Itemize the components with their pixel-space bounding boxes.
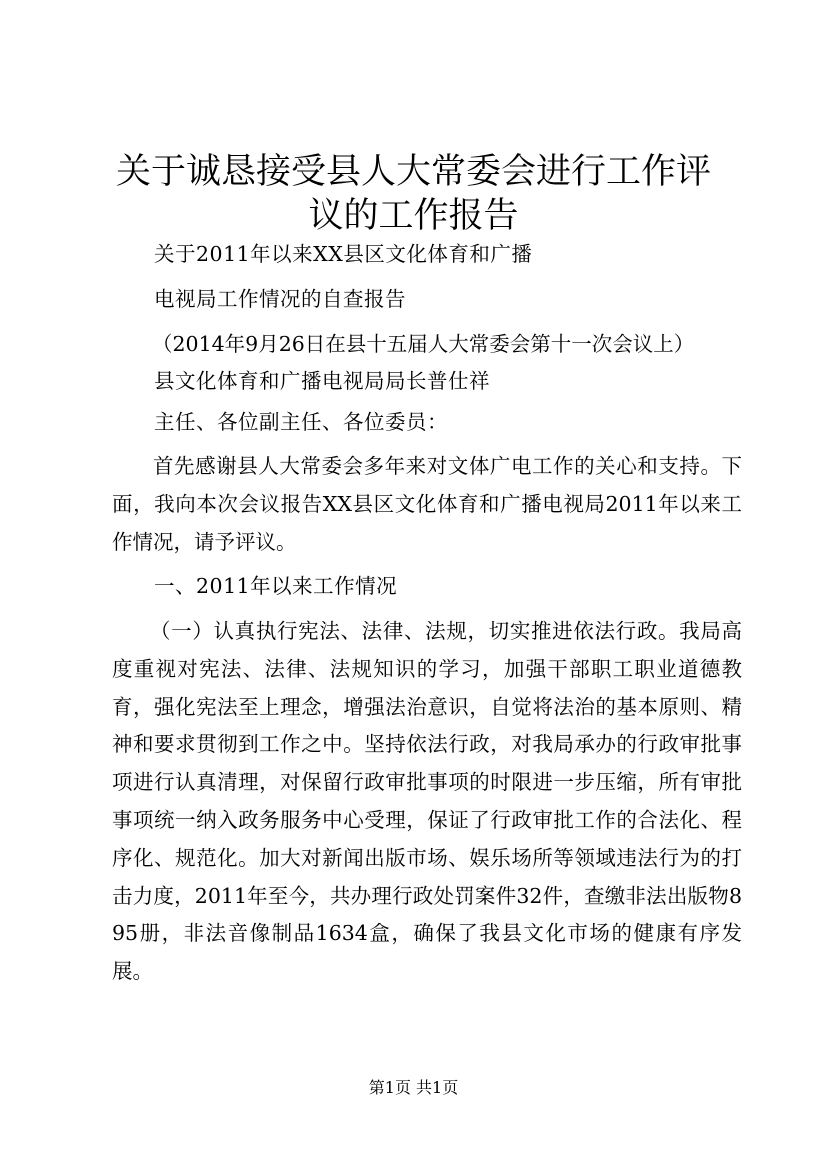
page-footer: 第1页 共1页 <box>368 1078 459 1097</box>
meeting-note: （2014年9月26日在县十五届人大常委会第十一次会议上） <box>152 332 695 356</box>
subtitle-line-2: 电视局工作情况的自查报告 <box>154 287 406 311</box>
intro-paragraph: 首先感谢县人大常委会多年来对文体广电工作的关心和支持。下面，我向本次会议报告XX县区文化体育和广播电视局2011年以来工作情况，请予评议。 <box>112 454 742 554</box>
section-paragraph: （一）认真执行宪法、法律、法规，切实推进依法行政。我局高度重视对宪法、法律、法规知识的学习，加强干部职工职业道德教育，强化宪法至上理念，增强法治意识，自觉将法治的基本原则、精神和要求贯彻到工作之中。坚持依法行政，对我局承办的行政审批事项进行认真清理，对保留行政审批事项的时限进一步压缩，所有审批事项统一纳入政务服务中心受理，保证了行政审批工作的合法化、程序化、规范化。加大对新闻出版市场、娱乐场所等领域违法行为的打击力度，2011年至今，共办理行政处罚案件32件，查缴非法出版物895册，非法音像制品1634盒，确保了我县文化市场的健康有序发展。 <box>112 619 742 984</box>
document-title: 关于诚恳接受县人大常委会进行工作评议的工作报告 <box>115 152 711 236</box>
speaker-line: 县文化体育和广播电视局局长普仕祥 <box>154 369 490 393</box>
subtitle-line-1: 关于2011年以来XX县区文化体育和广播 <box>154 242 533 266</box>
salutation: 主任、各位副主任、各位委员： <box>154 410 448 434</box>
section-heading: 一、2011年以来工作情况 <box>154 574 398 598</box>
